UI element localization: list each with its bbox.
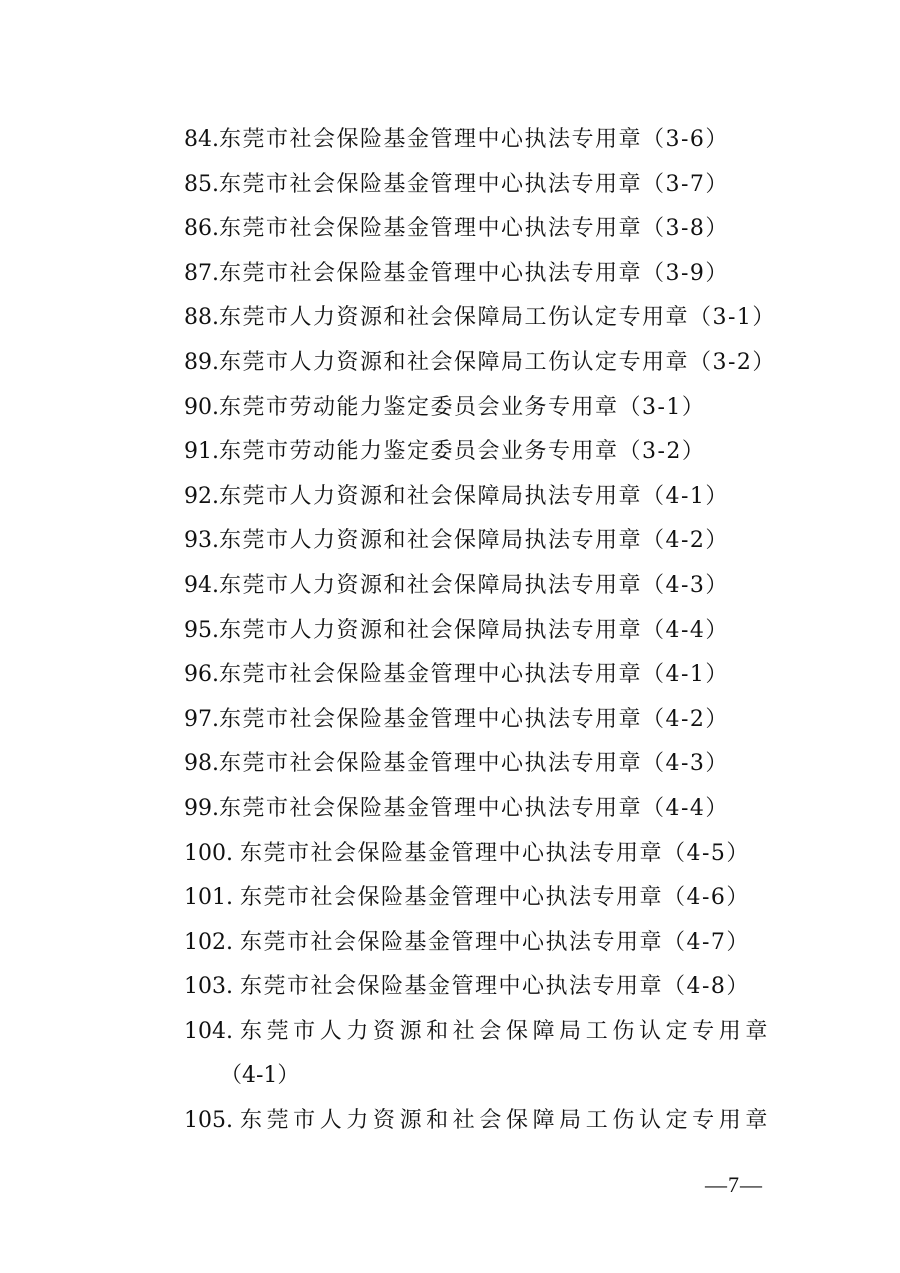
item-text: 东莞市社会保险基金管理中心执法专用章（3-7） bbox=[219, 171, 729, 197]
item-number: 104. bbox=[184, 1018, 240, 1044]
item-number: 90. bbox=[184, 394, 219, 420]
list-item bbox=[184, 519, 784, 564]
item-number: 94. bbox=[184, 572, 219, 598]
list-item bbox=[184, 1099, 784, 1144]
item-number: 97. bbox=[184, 706, 219, 732]
item-text: 东莞市人力资源和社会保障局工伤认定专用章（3-1） bbox=[219, 305, 776, 331]
item-text: 东莞市社会保险基金管理中心执法专用章（4-4） bbox=[219, 795, 729, 821]
item-text: 东莞市劳动能力鉴定委员会业务专用章（3-2） bbox=[219, 439, 706, 465]
item-text: 东莞市社会保险基金管理中心执法专用章（4-6） bbox=[239, 885, 750, 911]
list-item bbox=[184, 207, 784, 252]
item-text: 东莞市人力资源和社会保障局执法专用章（4-4） bbox=[219, 617, 729, 643]
list-item bbox=[184, 564, 784, 609]
list-item bbox=[184, 252, 784, 297]
list-item bbox=[184, 653, 784, 698]
item-number: 105. bbox=[184, 1108, 240, 1134]
item-text: 东莞市社会保险基金管理中心执法专用章（3-6） bbox=[219, 127, 729, 152]
item-number: 102. bbox=[184, 929, 240, 955]
item-text: 东莞市社会保险基金管理中心执法专用章（3-9） bbox=[219, 260, 729, 286]
item-text: 东莞市社会保险基金管理中心执法专用章（4-8） bbox=[239, 974, 750, 1000]
item-text: 东莞市社会保险基金管理中心执法专用章（3-8） bbox=[219, 216, 729, 242]
list-item bbox=[184, 787, 784, 832]
list-item bbox=[184, 742, 784, 787]
item-text: 东莞市人力资源和社会保障局工伤认定专用章（3-2） bbox=[219, 349, 776, 375]
list-item bbox=[184, 609, 784, 654]
item-number: 96. bbox=[184, 662, 219, 688]
item-text: 东莞市人力资源和社会保障局执法专用章（4-1） bbox=[219, 483, 729, 509]
item-number: 103. bbox=[184, 974, 240, 1000]
list-item bbox=[184, 430, 784, 475]
item-number: 99. bbox=[184, 795, 219, 821]
item-number: 88. bbox=[184, 305, 219, 331]
item-text: 东莞市社会保险基金管理中心执法专用章（4-3） bbox=[219, 751, 729, 777]
item-number: 92. bbox=[184, 483, 219, 509]
item-number: 95. bbox=[184, 617, 219, 643]
item-text: 东莞市劳动能力鉴定委员会业务专用章（3-1） bbox=[219, 394, 706, 420]
page-number: —7— bbox=[705, 1172, 763, 1197]
list-item bbox=[184, 921, 784, 966]
item-number: 84. bbox=[184, 127, 219, 152]
item-number: 86. bbox=[184, 216, 219, 242]
item-number: 100. bbox=[184, 840, 240, 866]
item-text: 东莞市社会保险基金管理中心执法专用章（4-7） bbox=[239, 929, 750, 955]
list-item bbox=[184, 296, 784, 341]
list-item bbox=[184, 163, 784, 208]
list-item bbox=[184, 341, 784, 386]
list-item bbox=[184, 118, 784, 163]
item-number: 101. bbox=[184, 885, 240, 911]
item-number: 85. bbox=[184, 171, 219, 197]
item-text: 东莞市人力资源和社会保障局工伤认定专用章 bbox=[239, 1108, 772, 1134]
list-item bbox=[184, 965, 784, 1010]
item-number: 93. bbox=[184, 528, 219, 554]
item-text: 东莞市人力资源和社会保障局执法专用章（4-3） bbox=[219, 572, 729, 598]
item-text: 东莞市社会保险基金管理中心执法专用章（4-1） bbox=[219, 662, 729, 688]
item-text: 东莞市社会保险基金管理中心执法专用章（4-2） bbox=[219, 706, 729, 732]
list-item bbox=[184, 386, 784, 431]
list-item bbox=[184, 876, 784, 921]
list-item bbox=[184, 475, 784, 520]
item-text-continuation: （4-1） bbox=[220, 1063, 300, 1089]
item-text: 东莞市社会保险基金管理中心执法专用章（4-5） bbox=[239, 840, 750, 866]
item-text: 东莞市人力资源和社会保障局执法专用章（4-2） bbox=[219, 528, 729, 554]
seal-list bbox=[184, 118, 784, 1144]
item-number: 89. bbox=[184, 349, 219, 375]
list-item bbox=[184, 832, 784, 877]
item-number: 91. bbox=[184, 439, 219, 465]
item-number: 98. bbox=[184, 751, 219, 777]
item-text: 东莞市人力资源和社会保障局工伤认定专用章 bbox=[239, 1018, 772, 1044]
item-number: 87. bbox=[184, 260, 219, 286]
list-item bbox=[184, 1010, 784, 1099]
list-item bbox=[184, 698, 784, 743]
